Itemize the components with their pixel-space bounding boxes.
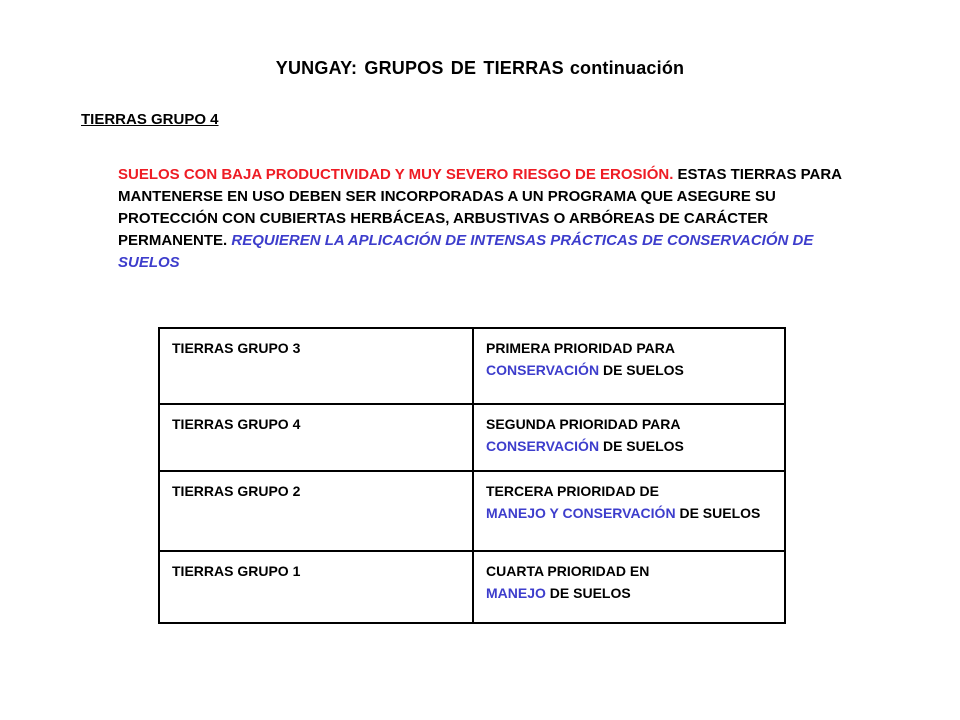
priority-cell bbox=[473, 328, 785, 404]
priority-highlight: MANEJO bbox=[486, 585, 546, 601]
priority-table bbox=[158, 327, 786, 624]
priority-suffix: DE SUELOS bbox=[679, 505, 761, 521]
priority-suffix: DE SUELOS bbox=[602, 362, 684, 378]
priority-highlight: MANEJO Y CONSERVACIÓN bbox=[486, 505, 676, 521]
priority-suffix: DE SUELOS bbox=[549, 585, 631, 601]
priority-highlight: CONSERVACIÓN bbox=[486, 438, 600, 454]
page-title-main: YUNGAY: GRUPOS DE TIERRAS bbox=[275, 58, 564, 78]
description-blue-text: REQUIEREN LA APLICACIÓN DE INTENSAS PRÁCTICAS DE CONSERVACIÓN DE SUELOS bbox=[118, 232, 814, 271]
table-row bbox=[159, 328, 785, 404]
priority-prefix: TERCERA PRIORIDAD DE bbox=[486, 483, 659, 499]
section-subtitle: TIERRAS GRUPO 4 bbox=[81, 111, 219, 128]
table-row bbox=[159, 471, 785, 551]
priority-suffix: DE SUELOS bbox=[602, 438, 684, 454]
priority-prefix: PRIMERA PRIORIDAD PARA bbox=[486, 340, 676, 356]
page-title-sub: continuación bbox=[569, 58, 685, 78]
group-cell: TIERRAS GRUPO 2 bbox=[159, 471, 473, 551]
description-black-text: ESTAS TIERRAS PARA MANTENERSE EN USO DEBEN SER INCORPORADAS A UN PROGRAMA QUE ASEGURE SU PROTECCIÓN CON CUBIERTAS HERBÁCEAS, ARBUSTIVAS O ARBÓREAS DE CARÁCTER PERMANENTE. bbox=[118, 166, 842, 249]
group-cell: TIERRAS GRUPO 3 bbox=[159, 328, 473, 404]
priority-highlight: CONSERVACIÓN bbox=[486, 362, 600, 378]
table-row bbox=[159, 551, 785, 623]
priority-cell bbox=[473, 471, 785, 551]
description-red-text: SUELOS CON BAJA PRODUCTIVIDAD Y MUY SEVERO RIESGO DE EROSIÓN. bbox=[118, 166, 674, 183]
priority-prefix: SEGUNDA PRIORIDAD PARA bbox=[486, 416, 681, 432]
group-cell: TIERRAS GRUPO 1 bbox=[159, 551, 473, 623]
group-cell: TIERRAS GRUPO 4 bbox=[159, 404, 473, 471]
description-paragraph bbox=[118, 164, 878, 274]
table-row bbox=[159, 404, 785, 471]
priority-prefix: CUARTA PRIORIDAD EN bbox=[486, 563, 650, 579]
priority-cell bbox=[473, 404, 785, 471]
priority-cell bbox=[473, 551, 785, 623]
page-title bbox=[0, 58, 960, 79]
